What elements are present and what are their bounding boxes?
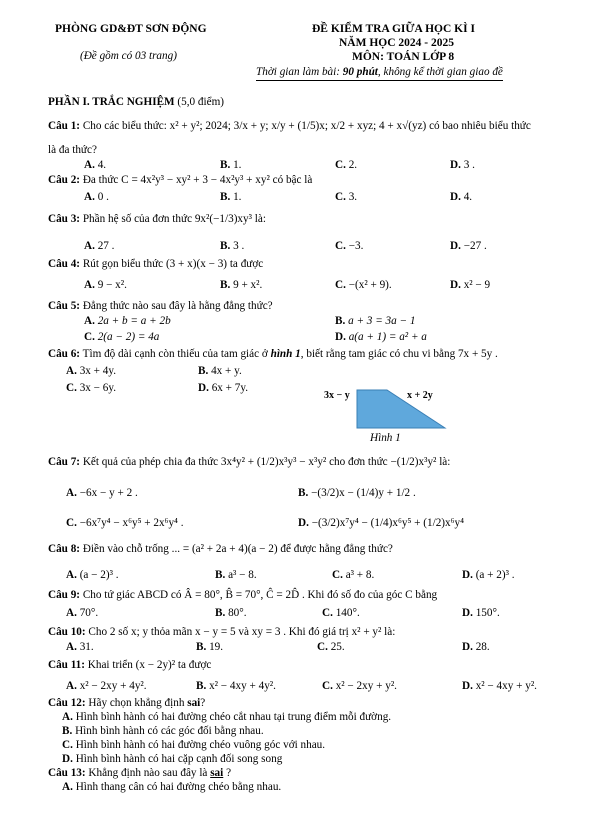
opt-letter: D. — [298, 517, 309, 529]
q-label: Câu 5: — [48, 300, 81, 312]
q11-option-d[interactable] — [462, 680, 537, 693]
q-label: Câu 11: — [48, 659, 85, 671]
triangle-side-right: x + 2y — [407, 390, 433, 401]
opt-text: (a + 2)³ . — [475, 569, 515, 581]
exam-title: ĐỀ KIỂM TRA GIỮA HỌC KÌ I — [312, 23, 475, 35]
question-3 — [48, 213, 266, 226]
question-12 — [48, 697, 205, 710]
opt-letter: D. — [450, 279, 461, 291]
school-office: PHÒNG GD&ĐT SƠN ĐỘNG — [55, 23, 207, 35]
q5-option-d[interactable] — [335, 331, 427, 344]
q3-option-d[interactable] — [450, 240, 487, 253]
question-5 — [48, 300, 273, 313]
q-stem: Hãy chọn khẳng định — [88, 697, 188, 709]
opt-letter: C. — [322, 607, 333, 619]
opt-letter: A. — [84, 191, 95, 203]
opt-letter: C. — [62, 739, 73, 751]
opt-text: 2. — [348, 159, 358, 171]
opt-text: 19. — [209, 641, 224, 653]
figure-caption: Hình 1 — [370, 432, 401, 444]
q1-option-a[interactable] — [84, 159, 106, 172]
q10-option-d[interactable] — [462, 641, 490, 654]
q-stem-tail: ? — [223, 767, 232, 779]
q1-option-b[interactable] — [220, 159, 241, 172]
time-prefix: Thời gian làm bài: — [256, 66, 343, 78]
opt-letter: C. — [335, 191, 346, 203]
opt-letter: D. — [462, 569, 473, 581]
opt-letter: B. — [220, 240, 231, 252]
question-6 — [48, 348, 498, 361]
q-stem: Điền vào chỗ trống ... = (a² + 2a + 4)(a − 2) để được hằng đẳng thức? — [82, 543, 393, 555]
q-stem: Khẳng định nào sau đây là — [88, 767, 211, 779]
page-count-note: (Đề gồm có 03 trang) — [80, 50, 177, 62]
opt-letter: A. — [84, 240, 95, 252]
q12-option-b[interactable] — [62, 725, 264, 738]
q4-option-d[interactable] — [450, 279, 490, 292]
opt-text: x² − 2xy + 4y². — [79, 680, 147, 692]
opt-text: Hình bình hành có các góc đối bằng nhau. — [75, 725, 264, 737]
opt-text: −(3/2)x − (1/4)y + 1/2 . — [311, 487, 416, 499]
opt-text: 80°. — [228, 607, 247, 619]
opt-letter: B. — [298, 487, 309, 499]
q5-option-c[interactable] — [84, 331, 159, 344]
opt-letter: C. — [66, 517, 77, 529]
opt-text: 3x − 6y. — [79, 382, 117, 394]
opt-text: 2(a − 2) = 4a — [97, 331, 160, 343]
q-stem: Cho các biểu thức: x² + y²; 2024; 3/x + y; x/y + (1/5)x; x/2 + xyz; 4 + x√(yz) có bao nhiêu biểu thức — [82, 120, 531, 132]
q-stem-tail: , biết rằng tam giác có chu vi bằng 7x + 5y . — [300, 348, 498, 360]
question-8 — [48, 543, 393, 556]
q-stem: Cho 2 số x; y thỏa mãn x − y = 5 và xy = 3 . Khi đó giá trị x² + y² là: — [88, 626, 396, 638]
opt-letter: C. — [84, 331, 95, 343]
time-line — [256, 66, 503, 81]
q4-option-c[interactable] — [335, 279, 392, 292]
q12-option-d[interactable] — [62, 753, 282, 766]
question-11 — [48, 659, 211, 672]
question-4 — [48, 258, 263, 271]
q6-option-b[interactable] — [198, 365, 242, 378]
opt-text: x² − 4xy + y². — [475, 680, 537, 692]
q-label: Câu 13: — [48, 767, 86, 779]
opt-text: Hình bình hành có hai cặp cạnh đối song song — [75, 753, 283, 765]
opt-letter: C. — [317, 641, 328, 653]
q-stem: Rút gọn biểu thức (3 + x)(x − 3) ta được — [82, 258, 264, 270]
q3-option-c[interactable] — [335, 240, 363, 253]
q-stem: Tìm độ dài cạnh còn thiếu của tam giác ở — [82, 348, 271, 360]
opt-text: 3x + 4y. — [79, 365, 117, 377]
q2-option-a[interactable] — [84, 191, 109, 204]
opt-text: 1. — [233, 191, 242, 203]
q2-option-b[interactable] — [220, 191, 241, 204]
q6-option-d[interactable] — [198, 382, 248, 395]
opt-text: −27 . — [463, 240, 487, 252]
question-10 — [48, 626, 395, 639]
opt-letter: A. — [66, 641, 77, 653]
opt-text: 6x + 7y. — [211, 382, 249, 394]
time-suffix: , không kể thời gian giao đề — [377, 66, 503, 78]
q11-option-c[interactable] — [322, 680, 397, 693]
q3-option-b[interactable] — [220, 240, 244, 253]
q2-option-c[interactable] — [335, 191, 357, 204]
opt-text: 70°. — [79, 607, 99, 619]
q9-option-b[interactable] — [215, 607, 247, 620]
q11-option-a[interactable] — [66, 680, 147, 693]
opt-text: 0 . — [97, 191, 109, 203]
opt-letter: D. — [450, 191, 461, 203]
subject: MÔN: TOÁN LỚP 8 — [352, 51, 455, 63]
q-label: Câu 1: — [48, 120, 81, 132]
opt-letter: C. — [332, 569, 343, 581]
opt-text: 3 . — [233, 240, 245, 252]
question-2 — [48, 174, 312, 187]
opt-letter: D. — [62, 753, 73, 765]
opt-text: 3. — [348, 191, 358, 203]
q-label: Câu 12: — [48, 697, 86, 709]
opt-letter: B. — [220, 159, 231, 171]
q7-option-d[interactable] — [298, 517, 464, 530]
q5-option-b[interactable] — [335, 315, 415, 328]
opt-letter: D. — [450, 240, 461, 252]
opt-text: Hình thang cân có hai đường chéo bằng nhau. — [75, 781, 282, 793]
opt-letter: C. — [322, 680, 333, 692]
opt-text: x² − 2xy + y². — [335, 680, 397, 692]
opt-text: 25. — [330, 641, 345, 653]
q6-option-a[interactable] — [66, 365, 116, 378]
q-stem: Đa thức C = 4x²y³ − xy² + 3 − 4x²y³ + xy² có bậc là — [82, 174, 313, 186]
opt-text: 3 . — [463, 159, 475, 171]
opt-text: −(3/2)x⁷y⁴ − (1/4)x⁶y⁵ + (1/2)x⁶y⁴ — [311, 517, 465, 529]
q2-option-d[interactable] — [450, 191, 472, 204]
opt-text: 1. — [233, 159, 242, 171]
q6-option-c[interactable] — [66, 382, 116, 395]
opt-text: 9 + x². — [233, 279, 263, 291]
q-label: Câu 7: — [48, 456, 81, 468]
q5-option-a[interactable] — [84, 315, 171, 328]
opt-letter: D. — [198, 382, 209, 394]
opt-letter: B. — [62, 725, 73, 737]
q9-option-d[interactable] — [462, 607, 500, 620]
opt-text: a³ − 8. — [228, 569, 257, 581]
q-stem-emph: sai — [210, 767, 224, 779]
q-stem-tail: ? — [200, 697, 206, 709]
opt-letter: A. — [62, 781, 73, 793]
opt-letter: A. — [66, 569, 77, 581]
q8-option-b[interactable] — [215, 569, 257, 582]
question-13 — [48, 767, 231, 780]
opt-text: 4x + y. — [211, 365, 242, 377]
opt-letter: B. — [220, 279, 231, 291]
opt-letter: D. — [335, 331, 346, 343]
opt-text: 9 − x². — [97, 279, 127, 291]
opt-text: −(x² + 9). — [348, 279, 392, 291]
opt-letter: A. — [66, 607, 77, 619]
q-stem-figure-ref: hình 1 — [270, 348, 301, 360]
q-label: Câu 8: — [48, 543, 81, 555]
opt-letter: B. — [215, 607, 226, 619]
opt-letter: B. — [196, 680, 207, 692]
question-1-stem-cont: là đa thức? — [48, 144, 97, 156]
opt-text: a³ + 8. — [345, 569, 375, 581]
q9-option-c[interactable] — [322, 607, 360, 620]
q-stem: Cho tứ giác ABCD có Â = 80°, B̂ = 70°, Ĉ = 2D̂ . Khi đó số đo của góc C bằng — [82, 589, 438, 601]
opt-letter: B. — [335, 315, 346, 327]
section-points: (5,0 điểm) — [177, 96, 224, 108]
q-stem: Khai triển (x − 2y)² ta được — [87, 659, 212, 671]
q-label: Câu 2: — [48, 174, 81, 186]
q13-option-a[interactable] — [62, 781, 281, 794]
school-year: NĂM HỌC 2024 - 2025 — [339, 37, 454, 49]
q-label: Câu 10: — [48, 626, 86, 638]
q1-option-c[interactable] — [335, 159, 357, 172]
opt-letter: A. — [66, 487, 77, 499]
q-stem: Đẳng thức nào sau đây là hằng đẳng thức? — [82, 300, 273, 312]
opt-text: (a − 2)³ . — [79, 569, 119, 581]
q-label: Câu 4: — [48, 258, 81, 270]
q7-option-c[interactable] — [66, 517, 184, 530]
opt-letter: D. — [450, 159, 461, 171]
q10-option-c[interactable] — [317, 641, 345, 654]
q-stem-emph: sai — [187, 697, 201, 709]
opt-letter: B. — [196, 641, 207, 653]
opt-letter: B. — [215, 569, 226, 581]
opt-text: 28. — [475, 641, 490, 653]
q7-option-a[interactable] — [66, 487, 138, 500]
q-stem: Phần hệ số của đơn thức 9x²(−1/3)xy³ là: — [82, 213, 266, 225]
opt-text: 4. — [463, 191, 473, 203]
opt-letter: B. — [220, 191, 231, 203]
opt-text: 150°. — [475, 607, 500, 619]
opt-text: 140°. — [335, 607, 360, 619]
opt-letter: A. — [62, 711, 73, 723]
opt-text: a(a + 1) = a² + a — [348, 331, 427, 343]
section-title-text: PHẦN I. TRẮC NGHIỆM — [48, 96, 175, 108]
opt-text: Hình bình hành có hai đường chéo cắt nhau tại trung điểm mỗi đường. — [75, 711, 392, 723]
q-label: Câu 3: — [48, 213, 81, 225]
q12-option-c[interactable] — [62, 739, 325, 752]
opt-text: 2a + b = a + 2b — [97, 315, 171, 327]
q11-option-b[interactable] — [196, 680, 276, 693]
opt-text: x² − 9 — [463, 279, 491, 291]
q1-option-d[interactable] — [450, 159, 475, 172]
q3-option-a[interactable] — [84, 240, 114, 253]
time-bold: 90 phút — [342, 66, 378, 78]
opt-text: 27 . — [97, 240, 115, 252]
opt-letter: A. — [84, 315, 95, 327]
opt-letter: C. — [335, 240, 346, 252]
q8-option-a[interactable] — [66, 569, 119, 582]
opt-letter: B. — [198, 365, 209, 377]
opt-letter: C. — [335, 159, 346, 171]
section-title — [48, 96, 224, 109]
opt-letter: A. — [84, 159, 95, 171]
question-9 — [48, 589, 437, 602]
opt-letter: A. — [84, 279, 95, 291]
q10-option-b[interactable] — [196, 641, 223, 654]
opt-letter: A. — [66, 365, 77, 377]
triangle-side-left: 3x − y — [324, 390, 350, 401]
opt-text: x² − 4xy + 4y². — [209, 680, 276, 692]
opt-letter: D. — [462, 641, 473, 653]
opt-letter: D. — [462, 680, 473, 692]
q9-option-a[interactable] — [66, 607, 98, 620]
q8-option-d[interactable] — [462, 569, 515, 582]
opt-text: 4. — [97, 159, 107, 171]
q4-option-a[interactable] — [84, 279, 127, 292]
opt-text: −3. — [348, 240, 364, 252]
q10-option-a[interactable] — [66, 641, 94, 654]
q-stem: Kết quả của phép chia đa thức 3x⁴y² + (1/2)x³y³ − x³y² cho đơn thức −(1/2)x³y² là: — [82, 456, 451, 468]
opt-letter: A. — [66, 680, 77, 692]
q7-option-b[interactable] — [298, 487, 416, 500]
opt-letter: C. — [335, 279, 346, 291]
question-1 — [48, 120, 531, 133]
opt-letter: D. — [462, 607, 473, 619]
q-label: Câu 6: — [48, 348, 81, 360]
opt-letter: C. — [66, 382, 77, 394]
opt-text: a + 3 = 3a − 1 — [348, 315, 416, 327]
q8-option-c[interactable] — [332, 569, 374, 582]
opt-text: 31. — [79, 641, 94, 653]
opt-text: −6x⁷y⁴ − x⁶y⁵ + 2x⁶y⁴ . — [79, 517, 184, 529]
q12-option-a[interactable] — [62, 711, 391, 724]
q-label: Câu 9: — [48, 589, 81, 601]
opt-text: −6x − y + 2 . — [79, 487, 138, 499]
q4-option-b[interactable] — [220, 279, 262, 292]
opt-text: Hình bình hành có hai đường chéo vuông góc với nhau. — [75, 739, 326, 751]
question-7 — [48, 456, 450, 469]
